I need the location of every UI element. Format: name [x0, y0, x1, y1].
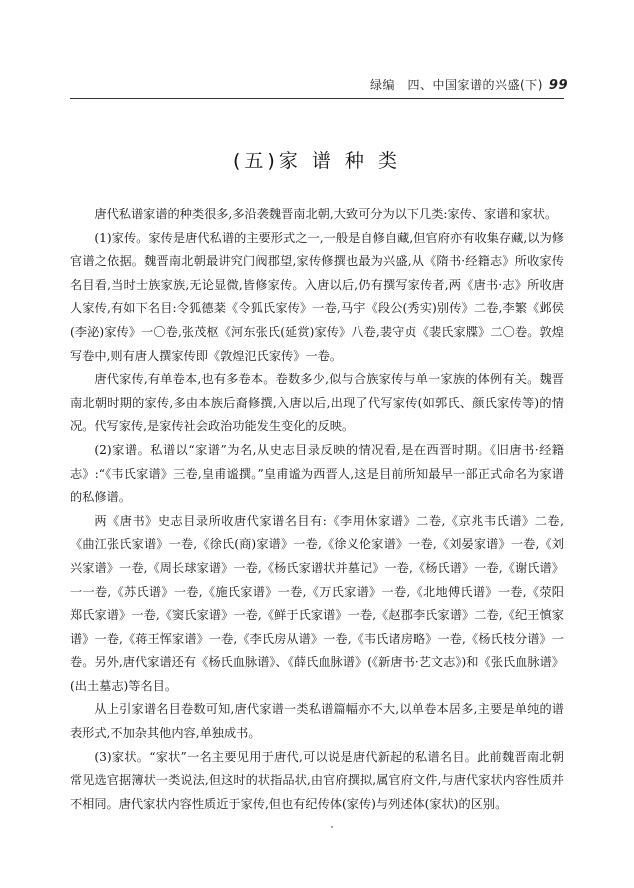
section-title: (五)家 谱 种 类 — [233, 150, 401, 172]
paragraph-jiazhuan-volumes: 唐代家传,有单卷本,也有多卷本。卷数多少,似与合族家传与单一家族的体例有关。魏晋南北朝时期的家传,多由本族后裔修撰,入唐以后,出现了代写家传(如郭氏、颜氏家传等)的情况。代写家传,是家传社会政治功能发生变化的反映。 — [70, 372, 564, 434]
paragraph-jiazhuan: (1)家传。家传是唐代私谱的主要形式之一,一般是自修自藏,但官府亦有收集存藏,以为修官谱之依据。魏晋南北朝最讲究门阀郡望,家传修撰也最为兴盛,从《隋书·经籍志》所收家传名目看,当时士族家族,无论显微,皆修家传。入唐以后,仍有撰写家传者,两《唐书·志》所收唐人家传,有如下名目:令狐德棻《令狐氏家传》一卷,马宇《段公(秀实)别传》二卷,李繁《邺侯(李泌)家传》一〇卷,张茂枢《河东张氏(延赏)家传》八卷,裴守贞《裴氏家牒》二〇卷。敦煌写卷中,则有唐人撰家传即《敦煌氾氏家传》一卷。 — [70, 230, 564, 363]
running-header — [370, 76, 568, 93]
footer-dot — [331, 826, 333, 828]
paragraph-jiazhuang: (3)家状。“家状”一名主要见用于唐代,可以说是唐代新起的私谱名目。此前魏晋南北朝常见选官据簿状一类说法,但这时的状指品状,由官府撰拟,属官府文件,与唐代家状内容性质并不相同。唐代家状内容性质近于家传,但也有纪传体(家传)与列述体(家状)的区别。 — [70, 749, 564, 811]
page-number: 99 — [548, 78, 568, 93]
body-text — [70, 203, 564, 816]
header-rule — [70, 98, 564, 99]
paragraph-jiapu-summary: 从上引家谱名目卷数可知,唐代家谱一类私谱篇幅亦不大,以单卷本居多,主要是单纯的谱表形式,不加杂其他内容,单独成书。 — [70, 702, 564, 741]
paragraph-jiapu: (2)家谱。私谱以“家谱”为名,从史志目录反映的情况看,是在西晋时期。《旧唐书·经籍志》:“《韦氏家谱》三卷,皇甫谧撰。”皇甫谧为西晋人,这是目前所知最早一部正式命名为家谱的私修谱。 — [70, 442, 564, 505]
running-header-title: 绿编 四、中国家谱的兴盛(下) — [370, 78, 543, 92]
paragraph-intro: 唐代私谱家谱的种类很多,多沿袭魏晋南北朝,大致可分为以下几类:家传、家谱和家状。 — [94, 207, 558, 221]
paragraph-jiapu-titles: 两《唐书》史志目录所收唐代家谱名目有:《李用休家谱》二卷,《京兆韦氏谱》二卷,《曲江张氏家谱》一卷,《徐氏(商)家谱》一卷,《徐义伦家谱》一卷,《刘晏家谱》一卷,《刘兴家谱》一卷,《周长球家谱》一卷,《杨氏家谱状并墓记》一卷,《杨氏谱》一卷,《谢氏谱》一一卷,《苏氏谱》一卷,《施氏家谱》一卷,《万氏家谱》一卷,《北地傅氏谱》一卷,《荥阳郑氏家谱》一卷,《窦氏家谱》一卷,《鲜于氏家谱》一卷,《赵郡李氏家谱》二卷,《纪王慎家谱》一卷,《蒋王恽家谱》一卷,《李氏房从谱》一卷,《韦氏诸房略》一卷,《杨氏枝分谱》一卷。另外,唐代家谱还有《杨氏血脉谱》、《薛氏血脉谱》(《新唐书·艺文志》)和《张氏血脉谱》(出土墓志)等名目。 — [70, 513, 564, 693]
